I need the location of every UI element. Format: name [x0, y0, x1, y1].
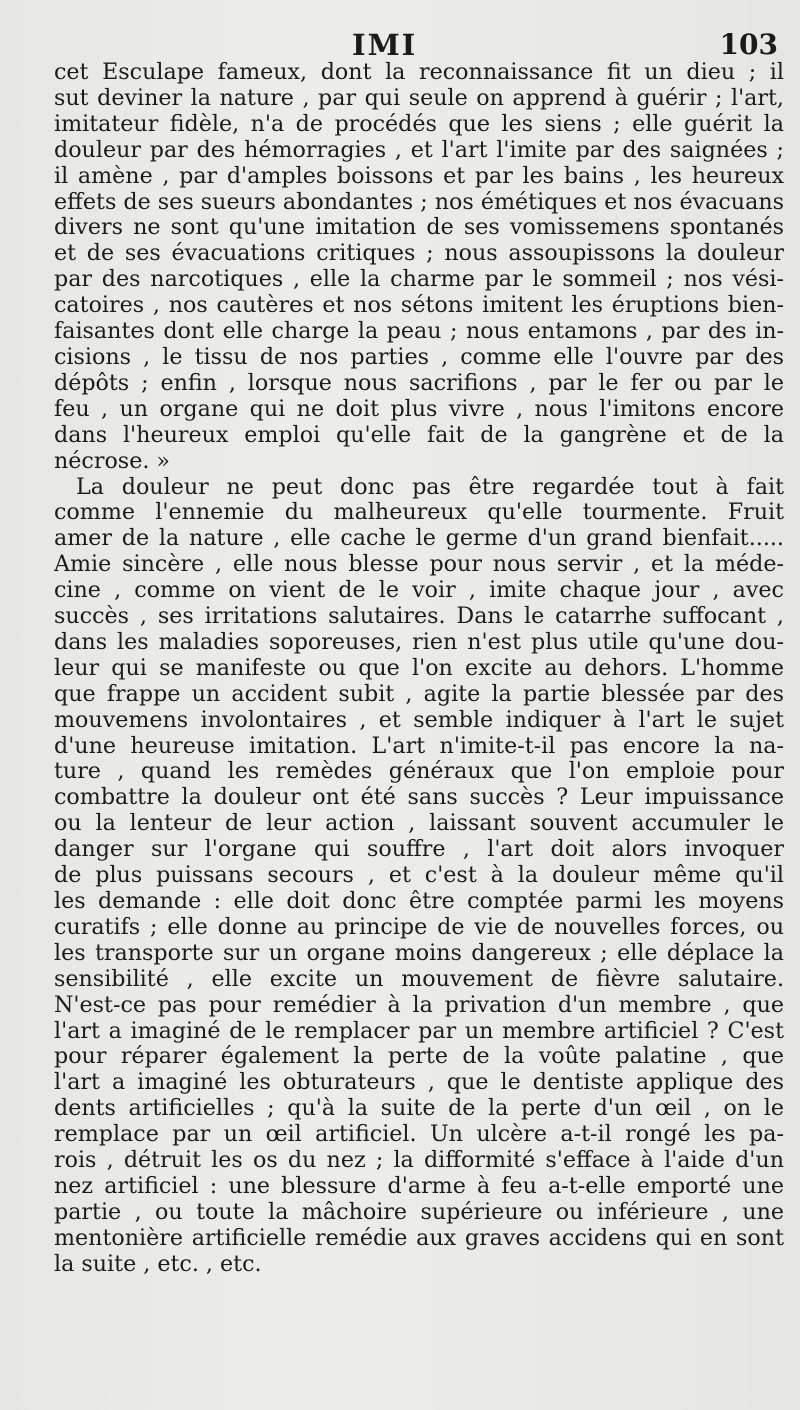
text-line: dans l'heureux emploi qu'elle fait de la gangrène et de la — [54, 422, 784, 448]
text-line: que frappe un accident subit , agite la partie blessée par des — [54, 681, 784, 707]
text-line: remplace par un œil artificiel. Un ulcère a-t-il rongé les pa- — [54, 1122, 784, 1148]
page-number: 103 — [719, 28, 778, 61]
text-line: danger sur l'organe qui souffre , l'art doit alors invoquer — [54, 837, 784, 863]
text-line: l'art a imaginé de le remplacer par un membre artificiel ? C'est — [54, 1018, 784, 1044]
text-line: nez artificiel : une blessure d'arme à feu a-t-elle emporté une — [54, 1173, 784, 1199]
text-line: cisions , le tissu de nos parties , comme elle l'ouvre par des — [54, 344, 784, 370]
paragraph-2 — [54, 475, 784, 1278]
text-line: mouvemens involontaires , et semble indiquer à l'art le sujet — [54, 707, 784, 733]
text-line: nécrose. » — [54, 448, 171, 474]
running-head — [0, 22, 800, 62]
text-line: les transporte sur un organe moins dangereux ; elle déplace la — [54, 940, 784, 966]
text-line: la suite , etc. , etc. — [54, 1251, 262, 1277]
text-line: mentonière artificielle remédie aux graves accidens qui en sont — [54, 1225, 784, 1251]
text-line: faisantes dont elle charge la peau ; nous entamons , par des in- — [54, 319, 784, 345]
text-line: pour réparer également la perte de la voûte palatine , que — [54, 1044, 784, 1070]
text-line: et de ses évacuations critiques ; nous assoupissons la douleur — [54, 241, 784, 267]
text-line: rois , détruit les os du nez ; la difformité s'efface à l'aide d'un — [54, 1148, 784, 1174]
text-line: dans les maladies soporeuses, rien n'est plus utile qu'une dou- — [54, 629, 784, 655]
text-line: il amène , par d'amples boissons et par les bains , les heureux — [54, 163, 784, 189]
text-line: succès , ses irritations salutaires. Dans le catarrhe suffocant , — [54, 604, 784, 630]
text-line: l'art a imaginé les obturateurs , que le dentiste applique des — [54, 1070, 784, 1096]
text-line: imitateur fidèle, n'a de procédés que les siens ; elle guérit la — [54, 111, 784, 137]
running-title: IMI — [352, 28, 418, 62]
text-line: dents artificielles ; qu'à la suite de la perte d'un œil , on le — [54, 1096, 784, 1122]
paragraph-1 — [54, 60, 784, 475]
text-line: catoires , nos cautères et nos sétons imitent les éruptions bien- — [54, 293, 784, 319]
text-line: N'est-ce pas pour remédier à la privation d'un membre , que — [54, 992, 784, 1018]
text-line: de plus puissans secours , et c'est à la douleur même qu'il — [54, 863, 784, 889]
text-line: leur qui se manifeste ou que l'on excite au dehors. L'homme — [54, 655, 784, 681]
text-line: effets de ses sueurs abondantes ; nos émétiques et nos évacuans — [54, 189, 784, 215]
text-line: cet Esculape fameux, dont la reconnaissance fit un dieu ; il — [54, 60, 784, 85]
text-line: combattre la douleur ont été sans succès ? Leur impuissance — [54, 785, 784, 811]
text-line: douleur par des hémorragies , et l'art l'imite par des saignées ; — [54, 137, 784, 163]
text-line: d'une heureuse imitation. L'art n'imite-t-il pas encore la na- — [54, 733, 784, 759]
text-line: ou la lenteur de leur action , laissant souvent accumuler le — [54, 811, 784, 837]
text-line: comme l'ennemie du malheureux qu'elle tourmente. Fruit — [54, 500, 784, 526]
text-line: Amie sincère , elle nous blesse pour nous servir , et la méde- — [54, 552, 784, 578]
body-text — [54, 60, 784, 1278]
text-line: les demande : elle doit donc être comptée parmi les moyens — [54, 889, 784, 914]
text-line: curatifs ; elle donne au principe de vie de nouvelles forces, ou — [54, 914, 784, 940]
text-line: partie , ou toute la mâchoire supérieure ou inférieure , une — [54, 1199, 784, 1225]
text-line: cine , comme on vient de le voir , imite chaque jour , avec — [54, 578, 784, 604]
text-line: amer de la nature , elle cache le germe d'un grand bienfait..... — [54, 526, 784, 552]
text-line: La douleur ne peut donc pas être regardée tout à fait — [76, 474, 784, 500]
text-line: sensibilité , elle excite un mouvement de fièvre salutaire. — [54, 966, 784, 992]
text-line: par des narcotiques , elle la charme par le sommeil ; nos vési- — [54, 267, 784, 293]
text-line: feu , un organe qui ne doit plus vivre , nous l'imitons encore — [54, 396, 784, 422]
text-line: ture , quand les remèdes généraux que l'on emploie pour — [54, 759, 784, 785]
text-line: dépôts ; enfin , lorsque nous sacrifions , par le fer ou par le — [54, 370, 784, 396]
text-line: divers ne sont qu'une imitation de ses vomissemens spontanés — [54, 215, 784, 241]
text-line: sut deviner la nature , par qui seule on apprend à guérir ; l'art, — [54, 85, 784, 111]
